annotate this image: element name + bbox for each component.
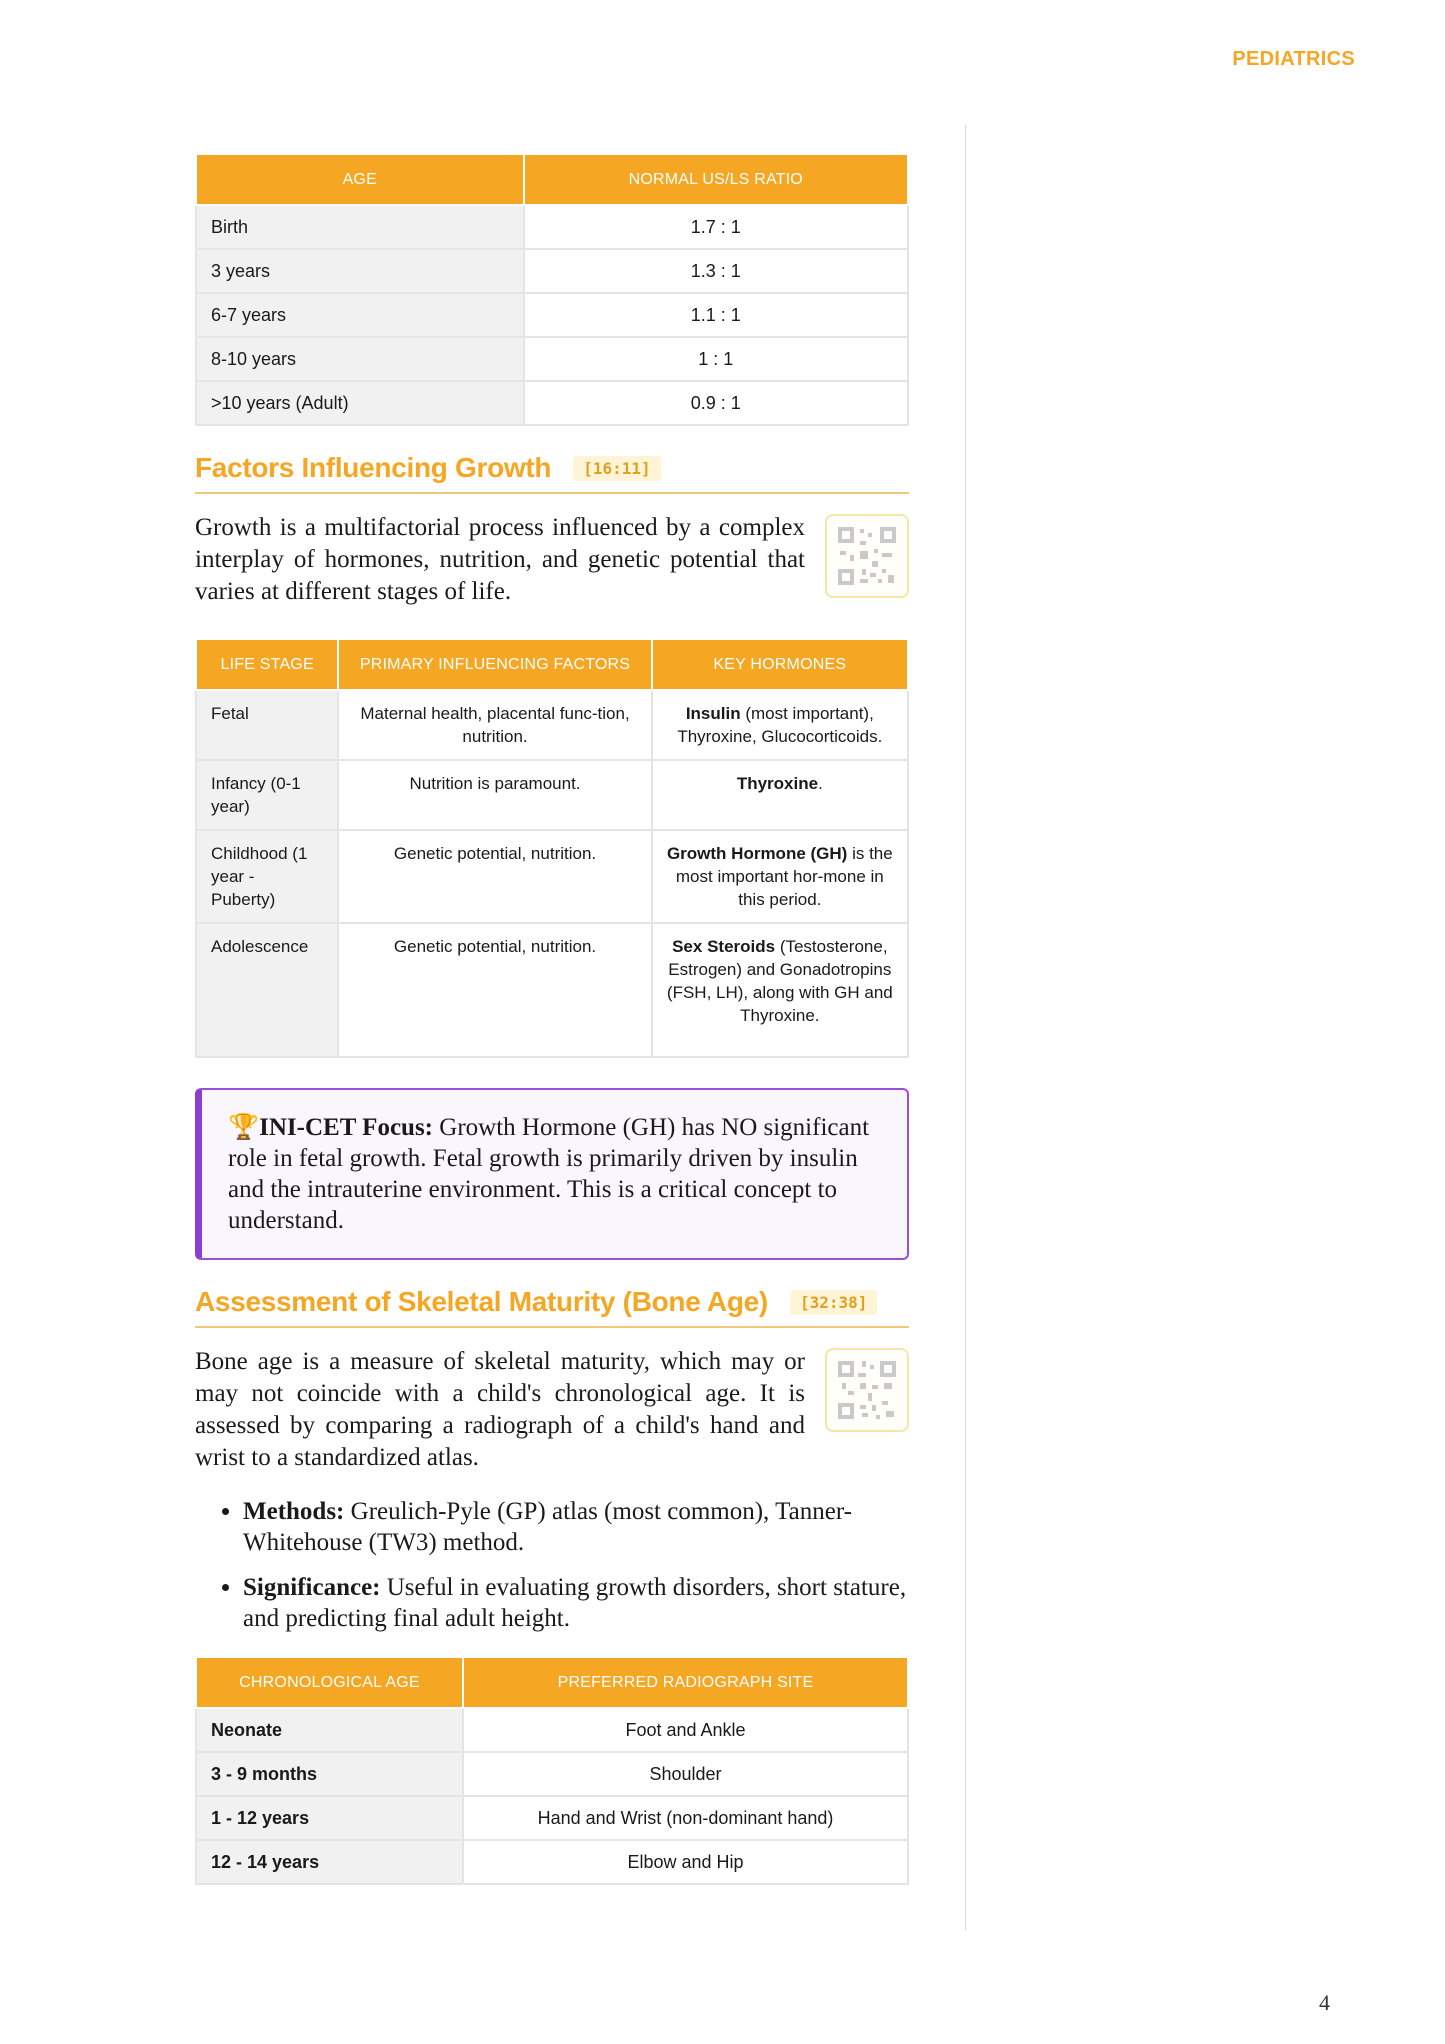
table-header: CHRONOLOGICAL AGE [196,1657,463,1708]
table-header: NORMAL US/LS RATIO [524,154,908,205]
video-timestamp-link[interactable]: [32:38] [790,1290,877,1315]
bullet-text: Useful in evaluating growth disorders, short stature, and predicting final adult height. [243,1574,907,1632]
table-row [196,1796,908,1840]
focus-label: INI-CET Focus: [259,1114,434,1141]
age-cell: 8-10 years [196,337,524,381]
radiograph-site-cell: Elbow and Hip [463,1840,908,1884]
table-row [196,205,908,249]
bullet-label: Significance: [243,1574,381,1601]
hormone-detail: (Testosterone, Estrogen) and Gonadotropins (FSH, LH), along with GH and Thyroxine. [666,937,893,1025]
bone-age-bullet-list [195,1496,909,1634]
chronological-age-cell: 12 - 14 years [196,1840,463,1884]
table-row [196,337,908,381]
age-cell: 3 years [196,249,524,293]
chronological-age-cell: 1 - 12 years [196,1796,463,1840]
table-row [196,1840,908,1884]
hormones-cell [652,690,908,760]
age-cell: Birth [196,205,524,249]
section-paragraph: Growth is a multifactorial process influenced by a complex interplay of hormones, nutrition, and genetic potential that varies at different stages of life. [195,514,805,605]
bullet-label: Methods: [243,1498,345,1525]
section-title: Assessment of Skeletal Maturity (Bone Age) [195,1286,768,1317]
focus-text: Growth Hormone (GH) has NO significant role in fetal growth. Fetal growth is primarily driven by insulin and the intrauterine environment. This is a critical concept to understand. [228,1114,870,1234]
ratio-cell: 1.7 : 1 [524,205,908,249]
radiograph-site-cell: Shoulder [463,1752,908,1796]
table-row [196,293,908,337]
section-title: Factors Influencing Growth [195,452,552,483]
hormone-name: Thyroxine [736,774,819,793]
life-stage-cell: Fetal [196,690,338,760]
section-heading-factors [195,452,909,494]
life-stage-cell: Childhood (1 year - Puberty) [196,830,338,923]
radiograph-site-table [195,1656,909,1885]
qr-code-icon[interactable] [825,1348,909,1432]
table-header: AGE [196,154,524,205]
factors-cell: Genetic potential, nutrition. [338,830,651,923]
hormones-cell [652,760,908,830]
header-section-tag: PEDIATRICS [1232,48,1355,70]
factors-cell: Nutrition is paramount. [338,760,651,830]
ini-cet-focus-box [195,1088,909,1260]
ratio-cell: 1 : 1 [524,337,908,381]
bone-age-paragraph-row [195,1346,909,1474]
growth-factors-table [195,638,909,1058]
table-row [196,381,908,425]
radiograph-site-cell: Hand and Wrist (non-dominant hand) [463,1796,908,1840]
table-row [196,690,908,760]
life-stage-cell: Adolescence [196,923,338,1057]
table-header: PRIMARY INFLUENCING FACTORS [338,639,651,690]
table-header: KEY HORMONES [652,639,908,690]
hormone-detail: . [818,774,823,793]
hormone-detail: (most important), Thyroxine, Glucocorticoids. [677,704,883,746]
table-row [196,1708,908,1752]
bullet-text: Greulich-Pyle (GP) atlas (most common), Tanner-Whitehouse (TW3) method. [243,1498,852,1556]
column-divider [965,125,966,1930]
list-item [243,1572,909,1634]
qr-code-icon[interactable] [825,514,909,598]
table-row [196,249,908,293]
ratio-cell: 1.1 : 1 [524,293,908,337]
table-row [196,923,908,1057]
hormone-name: Growth Hormone (GH) [666,844,848,863]
page-number: 4 [1319,1990,1330,2015]
list-item [243,1496,909,1558]
main-content [195,153,909,1885]
table-row [196,830,908,923]
hormones-cell [652,923,908,1057]
factors-cell: Genetic potential, nutrition. [338,923,651,1057]
ratio-cell: 0.9 : 1 [524,381,908,425]
chronological-age-cell: Neonate [196,1708,463,1752]
chronological-age-cell: 3 - 9 months [196,1752,463,1796]
hormone-name: Sex Steroids [672,937,776,956]
section-heading-bone-age [195,1286,909,1328]
age-cell: 6-7 years [196,293,524,337]
video-timestamp-link[interactable]: [16:11] [573,456,660,481]
table-row [196,1752,908,1796]
trophy-icon: 🏆 [228,1114,260,1141]
life-stage-cell: Infancy (0-1 year) [196,760,338,830]
table-header: LIFE STAGE [196,639,338,690]
hormone-name: Insulin [685,704,741,723]
us-ls-ratio-table [195,153,909,426]
hormone-detail: is the most important hor-mone in this period. [675,844,893,909]
section-paragraph: Bone age is a measure of skeletal maturity, which may or may not coincide with a child's chronological age. It is assessed by comparing a radiograph of a child's hand and wrist to a standardized atlas. [195,1348,805,1471]
table-header: PREFERRED RADIOGRAPH SITE [463,1657,908,1708]
table-row [196,760,908,830]
factors-cell: Maternal health, placental func-tion, nutrition. [338,690,651,760]
ratio-cell: 1.3 : 1 [524,249,908,293]
age-cell: >10 years (Adult) [196,381,524,425]
radiograph-site-cell: Foot and Ankle [463,1708,908,1752]
intro-paragraph-row [195,512,909,608]
hormones-cell [652,830,908,923]
